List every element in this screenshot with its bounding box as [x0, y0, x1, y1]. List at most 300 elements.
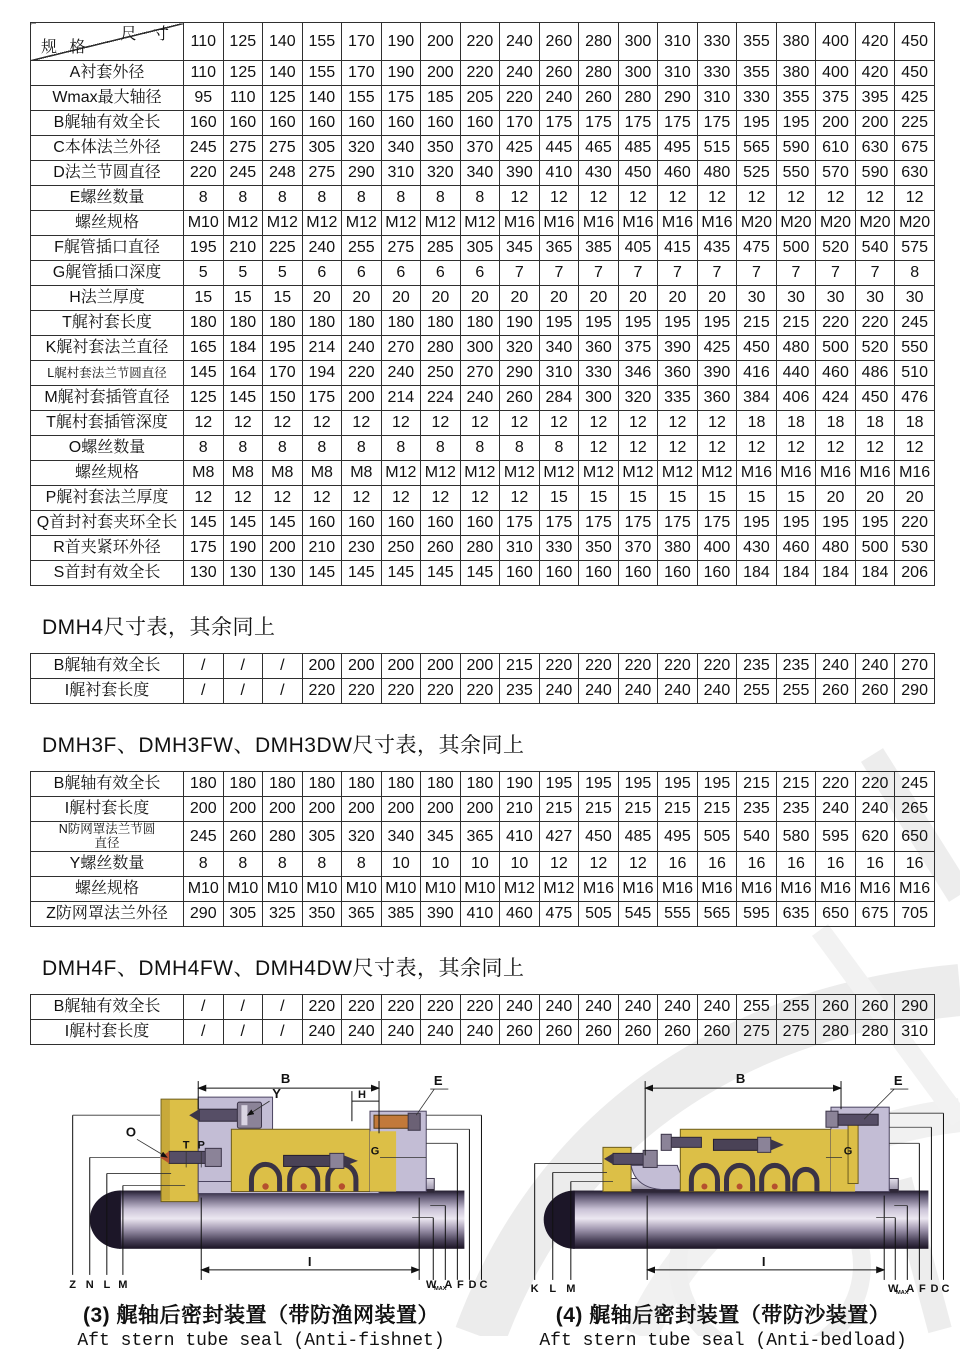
value-cell: 8: [184, 851, 224, 876]
value-cell: 110: [184, 61, 224, 86]
dmh3f-table: [30, 771, 935, 927]
value-cell: M12: [302, 211, 342, 236]
row-label: S首封有效全长: [31, 561, 184, 586]
value-cell: 445: [539, 136, 579, 161]
value-cell: 8: [302, 851, 342, 876]
value-cell: 200: [302, 654, 342, 679]
value-cell: 195: [737, 111, 777, 136]
value-cell: 235: [737, 797, 777, 822]
value-cell: 305: [302, 822, 342, 852]
value-cell: 220: [342, 361, 382, 386]
value-cell: 16: [855, 851, 895, 876]
value-cell: M12: [579, 461, 619, 486]
dim-label-a: A: [444, 1278, 453, 1291]
table-row: [31, 511, 935, 536]
value-cell: 365: [342, 901, 382, 926]
value-cell: 130: [184, 561, 224, 586]
value-cell: 7: [500, 261, 540, 286]
value-cell: 255: [776, 994, 816, 1019]
value-cell: 180: [223, 772, 263, 797]
dim-label-g: G: [370, 1145, 380, 1158]
value-cell: 225: [895, 111, 935, 136]
dim-label-wmax: MAX: [896, 1289, 909, 1295]
size-header-cell: 380: [776, 23, 816, 61]
value-cell: 175: [697, 511, 737, 536]
value-cell: 7: [658, 261, 698, 286]
value-cell: 235: [737, 654, 777, 679]
value-cell: 160: [500, 561, 540, 586]
value-cell: 220: [381, 679, 421, 704]
value-cell: M10: [342, 876, 382, 901]
value-cell: 350: [579, 536, 619, 561]
value-cell: 240: [816, 654, 856, 679]
value-cell: 260: [697, 1019, 737, 1044]
value-cell: 430: [737, 536, 777, 561]
value-cell: M12: [381, 461, 421, 486]
value-cell: 195: [618, 772, 658, 797]
value-cell: 220: [421, 994, 461, 1019]
value-cell: 12: [618, 436, 658, 461]
value-cell: 390: [658, 336, 698, 361]
value-cell: 145: [263, 511, 303, 536]
value-cell: 240: [658, 994, 698, 1019]
value-cell: 15: [697, 486, 737, 511]
value-cell: 330: [539, 536, 579, 561]
table-row: [31, 679, 935, 704]
value-cell: 190: [500, 311, 540, 336]
value-cell: 7: [737, 261, 777, 286]
value-cell: 8: [421, 186, 461, 211]
value-cell: M16: [895, 876, 935, 901]
value-cell: 220: [500, 86, 540, 111]
row-label: D法兰节圆直径: [31, 161, 184, 186]
value-cell: 194: [302, 361, 342, 386]
value-cell: 215: [776, 772, 816, 797]
value-cell: 525: [737, 161, 777, 186]
value-cell: 200: [381, 654, 421, 679]
value-cell: 180: [184, 772, 224, 797]
seal-cross-section-fishnet: [30, 1069, 492, 1295]
value-cell: 305: [223, 901, 263, 926]
value-cell: 16: [895, 851, 935, 876]
value-cell: 240: [539, 679, 579, 704]
size-header-cell: 125: [223, 23, 263, 61]
value-cell: 370: [460, 136, 500, 161]
table-row: [31, 211, 935, 236]
value-cell: 15: [184, 286, 224, 311]
value-cell: 5: [223, 261, 263, 286]
value-cell: 630: [895, 161, 935, 186]
value-cell: 180: [342, 772, 382, 797]
row-label: B艉轴有效全长: [31, 994, 184, 1019]
value-cell: 214: [302, 336, 342, 361]
value-cell: 12: [342, 411, 382, 436]
value-cell: 280: [263, 822, 303, 852]
row-label: M艉衬套插管直径: [31, 386, 184, 411]
value-cell: 8: [421, 436, 461, 461]
value-cell: 440: [776, 361, 816, 386]
value-cell: 145: [184, 511, 224, 536]
value-cell: 385: [579, 236, 619, 261]
value-cell: 345: [421, 822, 461, 852]
value-cell: 465: [579, 136, 619, 161]
value-cell: 290: [895, 994, 935, 1019]
value-cell: 460: [658, 161, 698, 186]
value-cell: 240: [658, 679, 698, 704]
value-cell: 275: [263, 136, 303, 161]
value-cell: 270: [895, 654, 935, 679]
value-cell: 30: [737, 286, 777, 311]
value-cell: 335: [658, 386, 698, 411]
value-cell: 8: [342, 851, 382, 876]
value-cell: 8: [460, 436, 500, 461]
value-cell: 160: [381, 511, 421, 536]
value-cell: 12: [263, 411, 303, 436]
row-label: L艉村套法兰节圆直径: [31, 361, 184, 386]
value-cell: 15: [776, 486, 816, 511]
value-cell: 220: [895, 511, 935, 536]
table-row: [31, 111, 935, 136]
value-cell: 18: [776, 411, 816, 436]
dim-label-z: Z: [69, 1278, 77, 1291]
value-cell: 175: [697, 111, 737, 136]
value-cell: 240: [816, 797, 856, 822]
value-cell: 6: [302, 261, 342, 286]
value-cell: 540: [737, 822, 777, 852]
value-cell: 370: [618, 536, 658, 561]
value-cell: /: [223, 994, 263, 1019]
value-cell: 7: [579, 261, 619, 286]
value-cell: M16: [539, 211, 579, 236]
value-cell: 8: [895, 261, 935, 286]
value-cell: 220: [855, 311, 895, 336]
value-cell: 15: [618, 486, 658, 511]
value-cell: 160: [342, 111, 382, 136]
value-cell: 12: [816, 436, 856, 461]
value-cell: M12: [697, 461, 737, 486]
value-cell: 15: [223, 286, 263, 311]
value-cell: 195: [816, 511, 856, 536]
value-cell: 20: [618, 286, 658, 311]
value-cell: 180: [184, 311, 224, 336]
value-cell: 260: [579, 1019, 619, 1044]
value-cell: 210: [302, 536, 342, 561]
dim-label-c: C: [479, 1278, 488, 1291]
caption-zh-left: (3) 艉轴后密封装置（带防渔网装置）: [83, 1303, 439, 1327]
value-cell: 240: [855, 654, 895, 679]
value-cell: 195: [697, 311, 737, 336]
value-cell: 340: [460, 161, 500, 186]
value-cell: 195: [263, 336, 303, 361]
value-cell: 245: [895, 311, 935, 336]
value-cell: 290: [342, 161, 382, 186]
value-cell: 160: [263, 111, 303, 136]
corner-cell: [31, 23, 184, 61]
value-cell: 260: [816, 679, 856, 704]
value-cell: 175: [302, 386, 342, 411]
value-cell: 240: [539, 994, 579, 1019]
value-cell: M16: [697, 876, 737, 901]
row-label: K艉衬套法兰直径: [31, 336, 184, 361]
table-row: [31, 561, 935, 586]
value-cell: 16: [697, 851, 737, 876]
value-cell: 12: [460, 486, 500, 511]
value-cell: 620: [855, 822, 895, 852]
value-cell: 235: [776, 797, 816, 822]
table-row: [31, 822, 935, 852]
value-cell: M20: [737, 211, 777, 236]
dim-label-f: F: [457, 1278, 464, 1291]
value-cell: 180: [381, 772, 421, 797]
value-cell: /: [184, 679, 224, 704]
value-cell: 200: [460, 654, 500, 679]
value-cell: 125: [263, 86, 303, 111]
value-cell: 320: [342, 136, 382, 161]
value-cell: 12: [539, 186, 579, 211]
value-cell: 215: [579, 797, 619, 822]
value-cell: 12: [460, 411, 500, 436]
value-cell: 110: [223, 86, 263, 111]
value-cell: 460: [816, 361, 856, 386]
value-cell: 145: [421, 561, 461, 586]
value-cell: 305: [302, 136, 342, 161]
value-cell: 410: [460, 901, 500, 926]
value-cell: 425: [500, 136, 540, 161]
value-cell: 350: [302, 901, 342, 926]
value-cell: 12: [539, 411, 579, 436]
value-cell: 20: [302, 286, 342, 311]
value-cell: 260: [500, 386, 540, 411]
size-header-cell: 190: [381, 23, 421, 61]
value-cell: 275: [737, 1019, 777, 1044]
value-cell: 200: [460, 797, 500, 822]
value-cell: 12: [342, 486, 382, 511]
value-cell: 240: [421, 1019, 461, 1044]
dim-label-e: E: [433, 1072, 443, 1088]
row-label: Z防网罩法兰外径: [31, 901, 184, 926]
value-cell: 184: [855, 561, 895, 586]
value-cell: 215: [658, 797, 698, 822]
value-cell: 12: [618, 851, 658, 876]
value-cell: 175: [658, 511, 698, 536]
value-cell: 175: [539, 111, 579, 136]
size-header-cell: 300: [618, 23, 658, 61]
value-cell: 240: [579, 994, 619, 1019]
value-cell: M12: [381, 211, 421, 236]
value-cell: M16: [579, 876, 619, 901]
value-cell: 220: [302, 994, 342, 1019]
value-cell: 460: [500, 901, 540, 926]
value-cell: 424: [816, 386, 856, 411]
value-cell: M8: [184, 461, 224, 486]
value-cell: 427: [539, 822, 579, 852]
value-cell: 260: [816, 994, 856, 1019]
dim-label-a: A: [906, 1282, 915, 1295]
value-cell: 220: [816, 311, 856, 336]
row-label: P艉衬套法兰厚度: [31, 486, 184, 511]
value-cell: 20: [895, 486, 935, 511]
value-cell: 185: [421, 86, 461, 111]
dim-label-b: B: [280, 1070, 291, 1086]
value-cell: 220: [855, 772, 895, 797]
size-header-cell: 280: [579, 23, 619, 61]
value-cell: 7: [855, 261, 895, 286]
value-cell: 520: [816, 236, 856, 261]
value-cell: 180: [460, 311, 500, 336]
dim-label-e: E: [893, 1072, 903, 1088]
value-cell: 145: [342, 561, 382, 586]
value-cell: 5: [184, 261, 224, 286]
value-cell: 310: [500, 536, 540, 561]
value-cell: 310: [381, 161, 421, 186]
value-cell: 240: [579, 679, 619, 704]
value-cell: 155: [342, 86, 382, 111]
value-cell: 220: [460, 61, 500, 86]
value-cell: 260: [855, 679, 895, 704]
value-cell: M16: [776, 876, 816, 901]
value-cell: 12: [421, 411, 461, 436]
dmh4-table: [30, 653, 935, 704]
bolt-e: [826, 1111, 838, 1127]
value-cell: M12: [658, 461, 698, 486]
seal-body: [661, 1129, 831, 1191]
value-cell: 340: [381, 136, 421, 161]
value-cell: 160: [381, 111, 421, 136]
value-cell: 245: [223, 161, 263, 186]
dim-label-k: K: [530, 1282, 539, 1295]
value-cell: 195: [658, 772, 698, 797]
value-cell: 255: [342, 236, 382, 261]
value-cell: 200: [816, 111, 856, 136]
seal-cross-section-bedload: [492, 1069, 954, 1295]
value-cell: 160: [460, 511, 500, 536]
value-cell: 530: [895, 536, 935, 561]
value-cell: 590: [776, 136, 816, 161]
table-row: [31, 436, 935, 461]
value-cell: 20: [342, 286, 382, 311]
value-cell: 270: [381, 336, 421, 361]
value-cell: 190: [381, 61, 421, 86]
value-cell: 8: [381, 186, 421, 211]
value-cell: 18: [895, 411, 935, 436]
value-cell: M10: [421, 876, 461, 901]
value-cell: 450: [895, 61, 935, 86]
value-cell: 240: [460, 1019, 500, 1044]
value-cell: 365: [460, 822, 500, 852]
value-cell: 235: [500, 679, 540, 704]
value-cell: 180: [263, 311, 303, 336]
value-cell: 12: [302, 486, 342, 511]
value-cell: 200: [421, 61, 461, 86]
value-cell: 510: [895, 361, 935, 386]
value-cell: 160: [579, 561, 619, 586]
value-cell: 355: [737, 61, 777, 86]
value-cell: 220: [658, 654, 698, 679]
value-cell: 195: [855, 511, 895, 536]
value-cell: 180: [421, 772, 461, 797]
row-label: Wmax最大轴径: [31, 86, 184, 111]
value-cell: M12: [539, 876, 579, 901]
value-cell: 500: [776, 236, 816, 261]
value-cell: 12: [539, 851, 579, 876]
value-cell: M8: [263, 461, 303, 486]
value-cell: 8: [184, 186, 224, 211]
value-cell: 180: [381, 311, 421, 336]
value-cell: 250: [381, 536, 421, 561]
value-cell: 395: [855, 86, 895, 111]
value-cell: 12: [697, 411, 737, 436]
value-cell: 345: [500, 236, 540, 261]
value-cell: 150: [263, 386, 303, 411]
value-cell: 195: [776, 111, 816, 136]
value-cell: M12: [460, 461, 500, 486]
size-header-cell: 200: [421, 23, 461, 61]
value-cell: 175: [579, 511, 619, 536]
value-cell: 195: [697, 772, 737, 797]
value-cell: 195: [737, 511, 777, 536]
dim-label-w: W: [888, 1282, 899, 1295]
table-row: [31, 461, 935, 486]
value-cell: /: [263, 1019, 303, 1044]
value-cell: 240: [460, 386, 500, 411]
value-cell: 170: [263, 361, 303, 386]
value-cell: 520: [855, 336, 895, 361]
value-cell: 20: [460, 286, 500, 311]
row-label: A衬套外径: [31, 61, 184, 86]
value-cell: 220: [460, 679, 500, 704]
value-cell: 215: [539, 797, 579, 822]
value-cell: 160: [184, 111, 224, 136]
table-row: [31, 797, 935, 822]
table-row: [31, 536, 935, 561]
dim-label-i: I: [307, 1253, 312, 1269]
row-label: B艉轴有效全长: [31, 772, 184, 797]
value-cell: 384: [737, 386, 777, 411]
value-cell: 8: [460, 186, 500, 211]
value-cell: 12: [421, 486, 461, 511]
caption-left: [30, 1299, 492, 1351]
value-cell: 595: [737, 901, 777, 926]
value-cell: 8: [263, 851, 303, 876]
value-cell: 200: [263, 536, 303, 561]
value-cell: 248: [263, 161, 303, 186]
value-cell: 190: [500, 772, 540, 797]
value-cell: 705: [895, 901, 935, 926]
value-cell: M16: [658, 211, 698, 236]
value-cell: 550: [895, 336, 935, 361]
value-cell: 450: [618, 161, 658, 186]
value-cell: 260: [539, 1019, 579, 1044]
size-header-cell: 355: [737, 23, 777, 61]
diagrams-row: [30, 1069, 950, 1351]
value-cell: 200: [223, 797, 263, 822]
value-cell: 245: [184, 136, 224, 161]
value-cell: 15: [263, 286, 303, 311]
value-cell: 12: [776, 186, 816, 211]
value-cell: 360: [697, 386, 737, 411]
dim-label-w: W: [426, 1278, 437, 1291]
value-cell: 220: [342, 679, 382, 704]
value-cell: 245: [895, 772, 935, 797]
value-cell: 220: [302, 679, 342, 704]
value-cell: 505: [697, 822, 737, 852]
value-cell: /: [223, 1019, 263, 1044]
table-row: [31, 994, 935, 1019]
value-cell: M20: [816, 211, 856, 236]
dim-label-o: O: [125, 1124, 137, 1140]
value-cell: 5: [263, 261, 303, 286]
table-row: [31, 386, 935, 411]
